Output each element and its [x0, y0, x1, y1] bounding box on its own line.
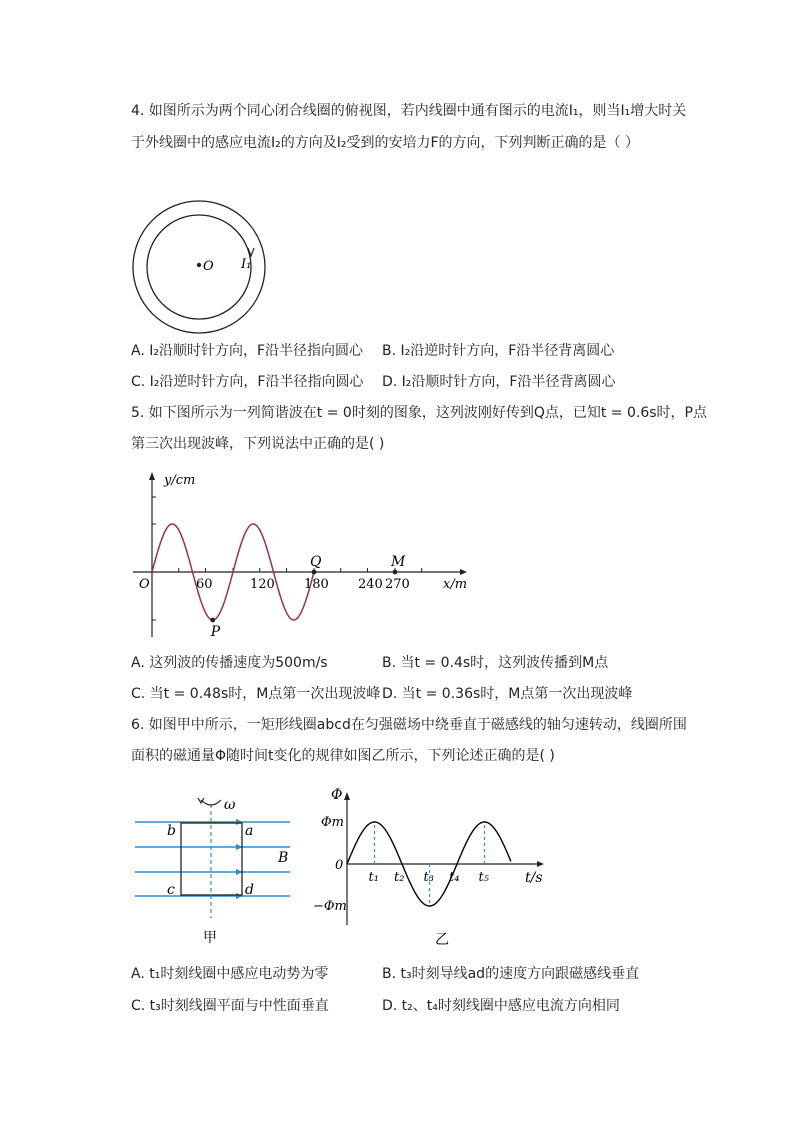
q5-option-c[interactable]: C. 当t = 0.48s时，M点第一次出现波峰 — [131, 686, 381, 702]
t-axis-label: t/s — [525, 870, 543, 886]
vertex-c-label: c — [167, 882, 175, 898]
x-tick-label: 240 — [358, 577, 383, 592]
q5-wave-chart — [125, 462, 485, 642]
q6-stem-line2: 面积的磁通量Φ随时间t变化的规律如图乙所示，下列论述正确的是( ) — [131, 748, 555, 764]
q6-option-a[interactable]: A. t₁时刻线圈中感应电动势为零 — [131, 966, 329, 982]
q4-concentric-coils-figure — [130, 200, 270, 340]
point-P — [210, 618, 215, 623]
point-M — [393, 570, 398, 575]
q4-option-d[interactable]: D. I₂沿顺时针方向，F沿半径背离圆心 — [382, 374, 616, 390]
q6-stem-line1: 6. 如图甲中所示，一矩形线圈abcd在匀强磁场中绕垂直于磁感线的轴匀速转动，线圈所围 — [131, 717, 687, 733]
q5-option-b[interactable]: B. 当t = 0.4s时，这列波传播到M点 — [382, 655, 609, 671]
vertex-b-label: b — [167, 823, 176, 839]
x-tick-label: 180 — [304, 577, 329, 592]
caption-yi: 乙 — [435, 932, 449, 948]
q6-option-c[interactable]: C. t₃时刻线圈平面与中性面垂直 — [131, 998, 329, 1014]
phi-tick-label: 0 — [335, 858, 344, 873]
origin-label: O — [139, 577, 150, 592]
q5-stem-line2: 第三次出现波峰，下列说法中正确的是( ) — [131, 436, 385, 452]
time-tick-label: t₅ — [478, 870, 489, 885]
phi-tick-label: −Φm — [313, 899, 347, 914]
time-tick-label: t₃ — [423, 870, 434, 885]
field-b-label: B — [278, 850, 289, 866]
phi-axis-label: Φ — [331, 787, 343, 803]
omega-label: ω — [224, 797, 236, 813]
center-label: O — [203, 259, 214, 274]
q5-stem-line1: 5. 如下图所示为一列简谐波在t = 0时刻的图象，这列波刚好传到Q点，已知t = 0.6s时，P点 — [131, 405, 707, 421]
q4-option-b[interactable]: B. I₂沿逆时针方向，F沿半径背离圆心 — [382, 343, 615, 359]
center-dot — [197, 263, 201, 267]
q4-option-c[interactable]: C. I₂沿逆时针方向，F沿半径指向圆心 — [131, 374, 364, 390]
vertex-a-label: a — [245, 823, 254, 839]
q6-coil-figure — [130, 790, 300, 950]
q6-option-b[interactable]: B. t₃时刻导线ad的速度方向跟磁感线垂直 — [382, 966, 640, 982]
y-axis-label: y/cm — [164, 473, 196, 488]
q4-stem-line1: 4. 如图所示为两个同心闭合线圈的俯视图，若内线圈中通有图示的电流I₁，则当I₁增大时关 — [131, 103, 687, 119]
q5-option-a[interactable]: A. 这列波的传播速度为500m/s — [131, 655, 328, 671]
time-tick-label: t₂ — [394, 870, 405, 885]
point-Q — [312, 570, 317, 575]
q4-option-a[interactable]: A. I₂沿顺时针方向，F沿半径指向圆心 — [131, 343, 364, 359]
q4-stem-line2: 于外线圈中的感应电流I₂的方向及I₂受到的安培力F的方向，下列判断正确的是（ ） — [131, 135, 639, 151]
time-tick-label: t₁ — [368, 870, 379, 885]
x-axis-label: x/m — [443, 577, 468, 592]
q6-option-d[interactable]: D. t₂、t₄时刻线圈中感应电流方向相同 — [382, 998, 620, 1014]
point-label-M: M — [391, 554, 406, 570]
point-label-Q: Q — [310, 554, 322, 570]
t-axis-arrow-icon — [537, 861, 544, 867]
time-tick-label: t₄ — [449, 870, 460, 885]
point-label-P: P — [210, 624, 221, 640]
x-tick-label: 270 — [385, 577, 410, 592]
q5-option-d[interactable]: D. 当t = 0.36s时，M点第一次出现波峰 — [382, 686, 633, 702]
current-label: I₁ — [241, 257, 252, 272]
y-axis-arrow-icon — [149, 472, 155, 480]
q6-flux-chart — [305, 780, 555, 950]
x-tick-label: 60 — [196, 577, 213, 592]
phi-axis-arrow-icon — [344, 792, 350, 800]
vertex-d-label: d — [245, 882, 254, 898]
caption-jia: 甲 — [203, 930, 217, 946]
phi-tick-label: Φm — [321, 815, 344, 830]
x-tick-label: 120 — [250, 577, 275, 592]
x-axis-arrow-icon — [460, 569, 467, 575]
